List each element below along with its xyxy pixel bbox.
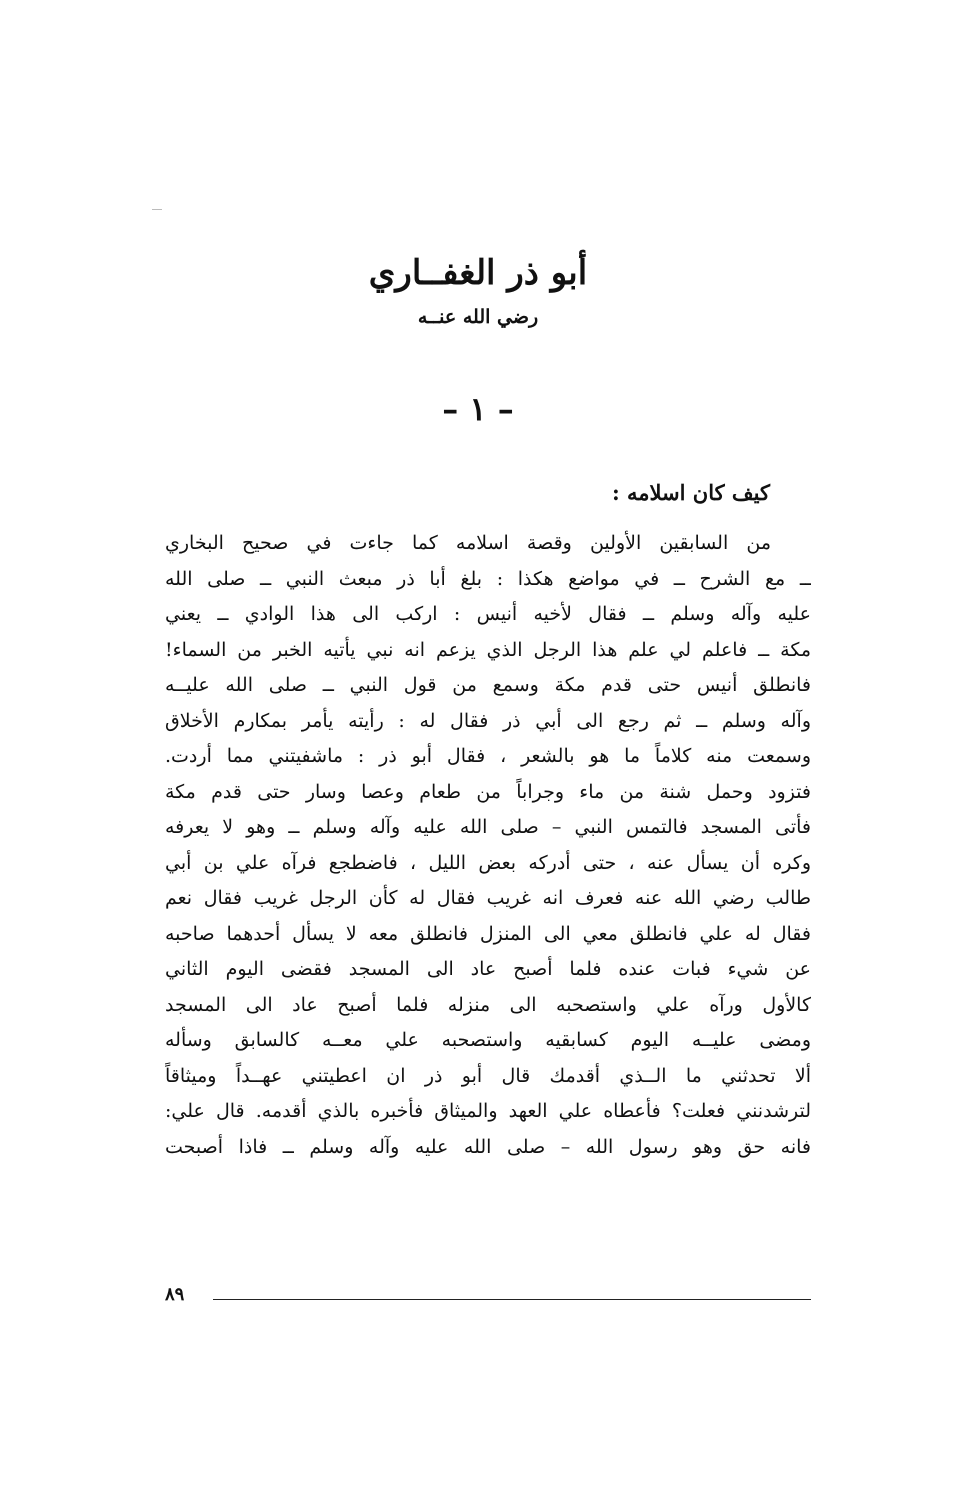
body-line: من السابقين الأولين وقصة اسلامه كما جاءت في صحيح البخاري xyxy=(165,532,771,554)
chapter-title: أبو ذر الغفــاري xyxy=(368,253,588,293)
body-line: ألا تحدثني ما الــذي أقدمك قال أبو ذر ان اعطيتني عهــداً وميثاقاً xyxy=(165,1064,811,1087)
body-paragraph xyxy=(165,526,811,1165)
footer-rule xyxy=(213,1299,811,1300)
chapter-subtitle: رضي الله عنــه xyxy=(417,306,539,328)
body-line: لترشدنني فعلت؟ فأعطاه علي العهد والميثاق فأخبره بالذي أقدمه. قال علي: xyxy=(165,1100,811,1122)
body-line: فأتى المسجد فالتمس النبي – صلى الله عليه وآله وسلم ــ وهو لا يعرفه xyxy=(165,816,811,838)
section-number: – ١ – xyxy=(442,390,514,428)
body-line: عليه وآله وسلم ــ فقال لأخيه أنيس : اركب الى هذا الوادي ــ يعني xyxy=(165,603,811,625)
body-line: فتزود وحمل شنة من ماء وجراباً من طعام وعصا وسار حتى قدم مكة xyxy=(165,780,811,803)
body-line: فانطلق أنيس حتى قدم مكة وسمع من قول النبي ــ صلى الله عليــه xyxy=(165,674,811,696)
body-line: ــ مع الشرح ــ في مواضع هكذا : بلغ أبا ذر مبعث النبي ــ صلى الله xyxy=(165,567,811,590)
body-line: وسمعت منه كلاماً ما هو بالشعر ، فقال أبو ذر : ماشفيتني مما أردت. xyxy=(165,745,811,767)
scan-mark xyxy=(152,209,162,210)
body-line: وكره أن يسأل عنه ، حتى أدركه بعض الليل ، فاضطجع فرآه علي بن أبي xyxy=(165,851,811,874)
body-line: فقال له علي فانطلق معي الى المنزل فانطلق معه لا يسأل أحدهما صاحبه xyxy=(165,922,811,945)
page-footer xyxy=(165,1280,811,1310)
body-line: مكة ــ فاعلم لي علم هذا الرجل الذي يزعم انه نبي يأتيه الخبر من السماء! xyxy=(165,638,811,661)
body-line: طالب رضي الله عنه فعرف انه غريب فقال له كأن الرجل غريب فقال نعم xyxy=(165,887,811,909)
body-line: فانه حق وهو رسول الله – صلى الله عليه وآله وسلم ــ فاذا أصبحت xyxy=(165,1135,811,1158)
section-heading: كيف كان اسلامه : xyxy=(611,480,770,505)
body-line: ومضى عليــه اليوم كسابقيه واستصحبه علي معــه كالسابق وسأله xyxy=(165,1029,811,1051)
body-line: وآله وسلم ــ ثم رجع الى أبي ذر فقال له : رأيته يأمر بمكارم الأخلاق xyxy=(165,709,811,732)
body-line: عن شيء فبات عنده فلما أصبح عاد الى المسجد فقضى اليوم الثاني xyxy=(165,958,811,980)
page-number: ٨٩ xyxy=(165,1284,185,1305)
body-line: كالأول ورآه علي واستصحبه الى منزله فلما أصبح عاد الى المسجد xyxy=(165,993,811,1016)
